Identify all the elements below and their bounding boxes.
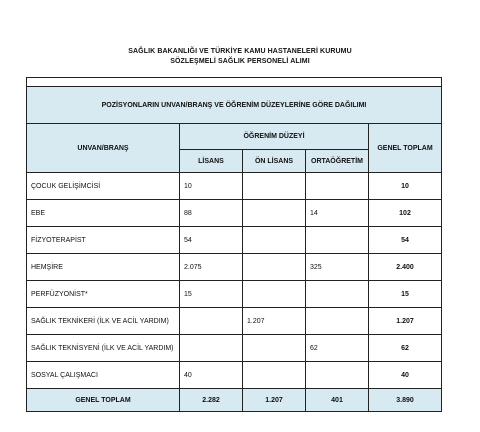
header-ogrenim-duzeyi: ÖĞRENİM DÜZEYİ: [180, 124, 369, 150]
table-row: [27, 254, 442, 281]
table-row: [27, 173, 442, 200]
table-row: [27, 362, 442, 389]
table-caption-row: [27, 87, 442, 124]
header-line-1: SAĞLIK BAKANLIĞI VE TÜRKİYE KAMU HASTANELERİ KURUMU: [128, 48, 352, 55]
cell-toplam: 40: [369, 362, 442, 389]
cell-toplam: 1.207: [369, 308, 442, 335]
cell-ortaogretim: [306, 308, 369, 335]
cell-lisans: 15: [180, 281, 243, 308]
cell-ortaogretim: 62: [306, 335, 369, 362]
header-lisans: LİSANS: [180, 150, 243, 173]
table-top-spacer: [27, 78, 442, 87]
cell-lisans: 2.075: [180, 254, 243, 281]
table-caption: POZİSYONLARIN UNVAN/BRANŞ VE ÖĞRENİM DÜZEYLERİNE GÖRE DAĞILIMI: [27, 87, 442, 124]
document-header: [0, 47, 480, 67]
cell-unvan: SAĞLIK TEKNİSYENİ (İLK VE ACİL YARDIM): [27, 335, 180, 362]
header-unvan: UNVAN/BRANŞ: [27, 124, 180, 173]
cell-lisans: 54: [180, 227, 243, 254]
cell-unvan: SOSYAL ÇALIŞMACI: [27, 362, 180, 389]
cell-lisans: 88: [180, 200, 243, 227]
header-onlisans: ÖN LİSANS: [243, 150, 306, 173]
cell-onlisans: [243, 227, 306, 254]
cell-toplam: 2.400: [369, 254, 442, 281]
cell-unvan: HEMŞİRE: [27, 254, 180, 281]
distribution-table: [26, 77, 442, 412]
table-row: [27, 335, 442, 362]
cell-ortaogretim: [306, 362, 369, 389]
cell-unvan: FİZYOTERAPİST: [27, 227, 180, 254]
cell-unvan: PERFÜZYONİST*: [27, 281, 180, 308]
cell-ortaogretim: 14: [306, 200, 369, 227]
header-line-2: SÖZLEŞMELİ SAĞLIK PERSONELİ ALIMI: [170, 58, 310, 65]
header-genel-toplam: GENEL TOPLAM: [369, 124, 442, 173]
cell-lisans: [180, 335, 243, 362]
cell-onlisans: [243, 362, 306, 389]
table-row: [27, 308, 442, 335]
cell-toplam: 54: [369, 227, 442, 254]
cell-unvan: SAĞLIK TEKNİKERİ (İLK VE ACİL YARDIM): [27, 308, 180, 335]
footer-toplam: 3.890: [369, 389, 442, 412]
header-row-top: [27, 124, 442, 150]
table-row: [27, 281, 442, 308]
cell-toplam: 102: [369, 200, 442, 227]
table-row: [27, 227, 442, 254]
footer-lisans: 2.282: [180, 389, 243, 412]
footer-label: GENEL TOPLAM: [27, 389, 180, 412]
header-ortaogretim: ORTAÖĞRETİM: [306, 150, 369, 173]
cell-onlisans: [243, 281, 306, 308]
cell-onlisans: [243, 173, 306, 200]
cell-ortaogretim: [306, 227, 369, 254]
cell-toplam: 62: [369, 335, 442, 362]
cell-unvan: ÇOCUK GELİŞİMCİSİ: [27, 173, 180, 200]
cell-lisans: [180, 308, 243, 335]
footer-total-row: [27, 389, 442, 412]
footer-ortaogretim: 401: [306, 389, 369, 412]
cell-toplam: 10: [369, 173, 442, 200]
cell-ortaogretim: [306, 173, 369, 200]
cell-onlisans: 1.207: [243, 308, 306, 335]
cell-unvan: EBE: [27, 200, 180, 227]
footer-onlisans: 1.207: [243, 389, 306, 412]
cell-lisans: 10: [180, 173, 243, 200]
cell-ortaogretim: 325: [306, 254, 369, 281]
table-row: [27, 200, 442, 227]
cell-lisans: 40: [180, 362, 243, 389]
cell-onlisans: [243, 200, 306, 227]
cell-onlisans: [243, 254, 306, 281]
cell-toplam: 15: [369, 281, 442, 308]
cell-onlisans: [243, 335, 306, 362]
cell-ortaogretim: [306, 281, 369, 308]
